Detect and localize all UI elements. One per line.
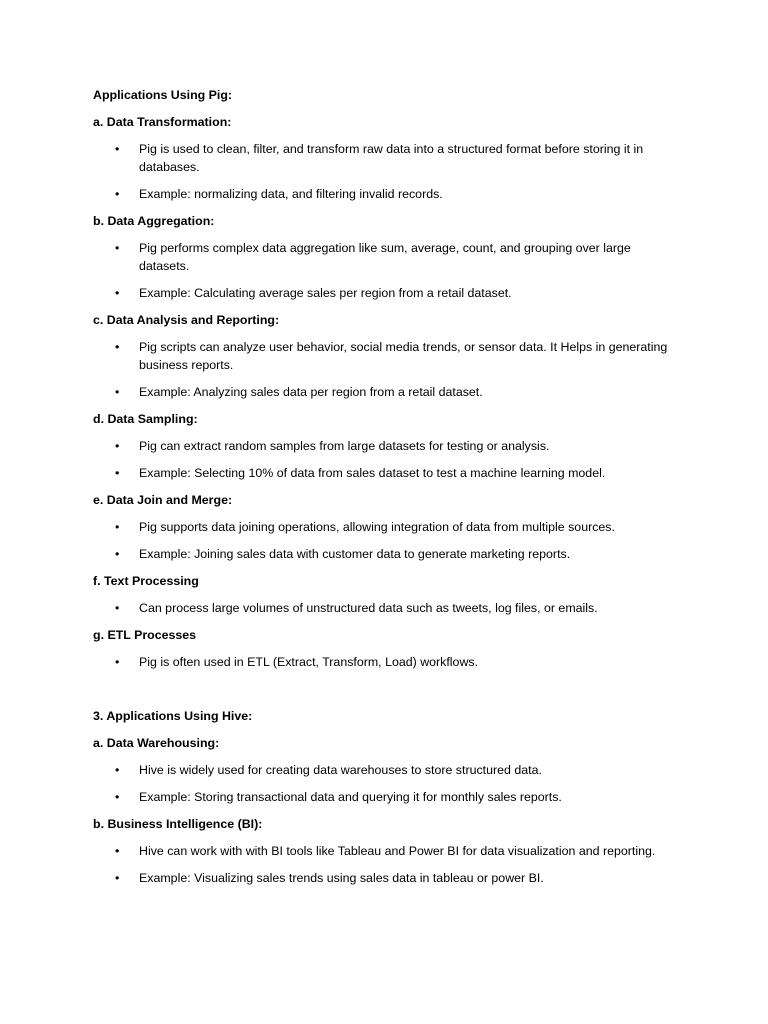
section-heading: b. Business Intelligence (BI):	[93, 817, 263, 831]
document-content	[93, 86, 683, 896]
bullet-item: • Example: normalizing data, and filtering invalid records.	[93, 185, 683, 203]
bullet-item: • Example: Analyzing sales data per region from a retail dataset.	[93, 383, 683, 401]
pig-sections	[93, 113, 683, 671]
bullet-item: • Hive is widely used for creating data warehouses to store structured data.	[93, 761, 683, 779]
bullet-item: • Pig supports data joining operations, allowing integration of data from multiple sources.	[93, 518, 683, 536]
bullet-item: • Example: Calculating average sales per region from a retail dataset.	[93, 284, 683, 302]
bullet-item: • Example: Storing transactional data and querying it for monthly sales reports.	[93, 788, 683, 806]
bullet-item: • Pig can extract random samples from large datasets for testing or analysis.	[93, 437, 683, 455]
pig-title: Applications Using Pig:	[93, 88, 233, 102]
bullet-list	[93, 842, 683, 887]
bullet-item: • Pig is used to clean, filter, and transform raw data into a structured format before storing it in databases.	[93, 140, 683, 176]
hive-sections	[93, 734, 683, 887]
bullet-item: • Pig scripts can analyze user behavior, social media trends, or sensor data. It Helps in generating business reports.	[93, 338, 683, 374]
section-heading: f. Text Processing	[93, 574, 199, 588]
bullet-list	[93, 761, 683, 806]
section-heading: c. Data Analysis and Reporting:	[93, 313, 280, 327]
hive-title: 3. Applications Using Hive:	[93, 709, 253, 723]
section-heading: a. Data Transformation:	[93, 115, 232, 129]
bullet-list	[93, 653, 683, 671]
section-heading: e. Data Join and Merge:	[93, 493, 233, 507]
bullet-list	[93, 239, 683, 302]
bullet-list	[93, 437, 683, 482]
section-spacer	[93, 680, 683, 707]
bullet-item: • Hive can work with with BI tools like Tableau and Power BI for data visualization and reporting.	[93, 842, 683, 860]
bullet-list	[93, 518, 683, 563]
bullet-list	[93, 338, 683, 401]
section-heading: a. Data Warehousing:	[93, 736, 220, 750]
bullet-list	[93, 140, 683, 203]
bullet-item: • Example: Joining sales data with customer data to generate marketing reports.	[93, 545, 683, 563]
bullet-item: • Example: Selecting 10% of data from sales dataset to test a machine learning model.	[93, 464, 683, 482]
bullet-item: • Can process large volumes of unstructured data such as tweets, log files, or emails.	[93, 599, 683, 617]
bullet-list	[93, 599, 683, 617]
section-heading: b. Data Aggregation:	[93, 214, 215, 228]
bullet-item: • Pig is often used in ETL (Extract, Transform, Load) workflows.	[93, 653, 683, 671]
section-heading: d. Data Sampling:	[93, 412, 198, 426]
section-heading: g. ETL Processes	[93, 628, 197, 642]
bullet-item: • Example: Visualizing sales trends using sales data in tableau or power BI.	[93, 869, 683, 887]
bullet-item: • Pig performs complex data aggregation like sum, average, count, and grouping over large datasets.	[93, 239, 683, 275]
